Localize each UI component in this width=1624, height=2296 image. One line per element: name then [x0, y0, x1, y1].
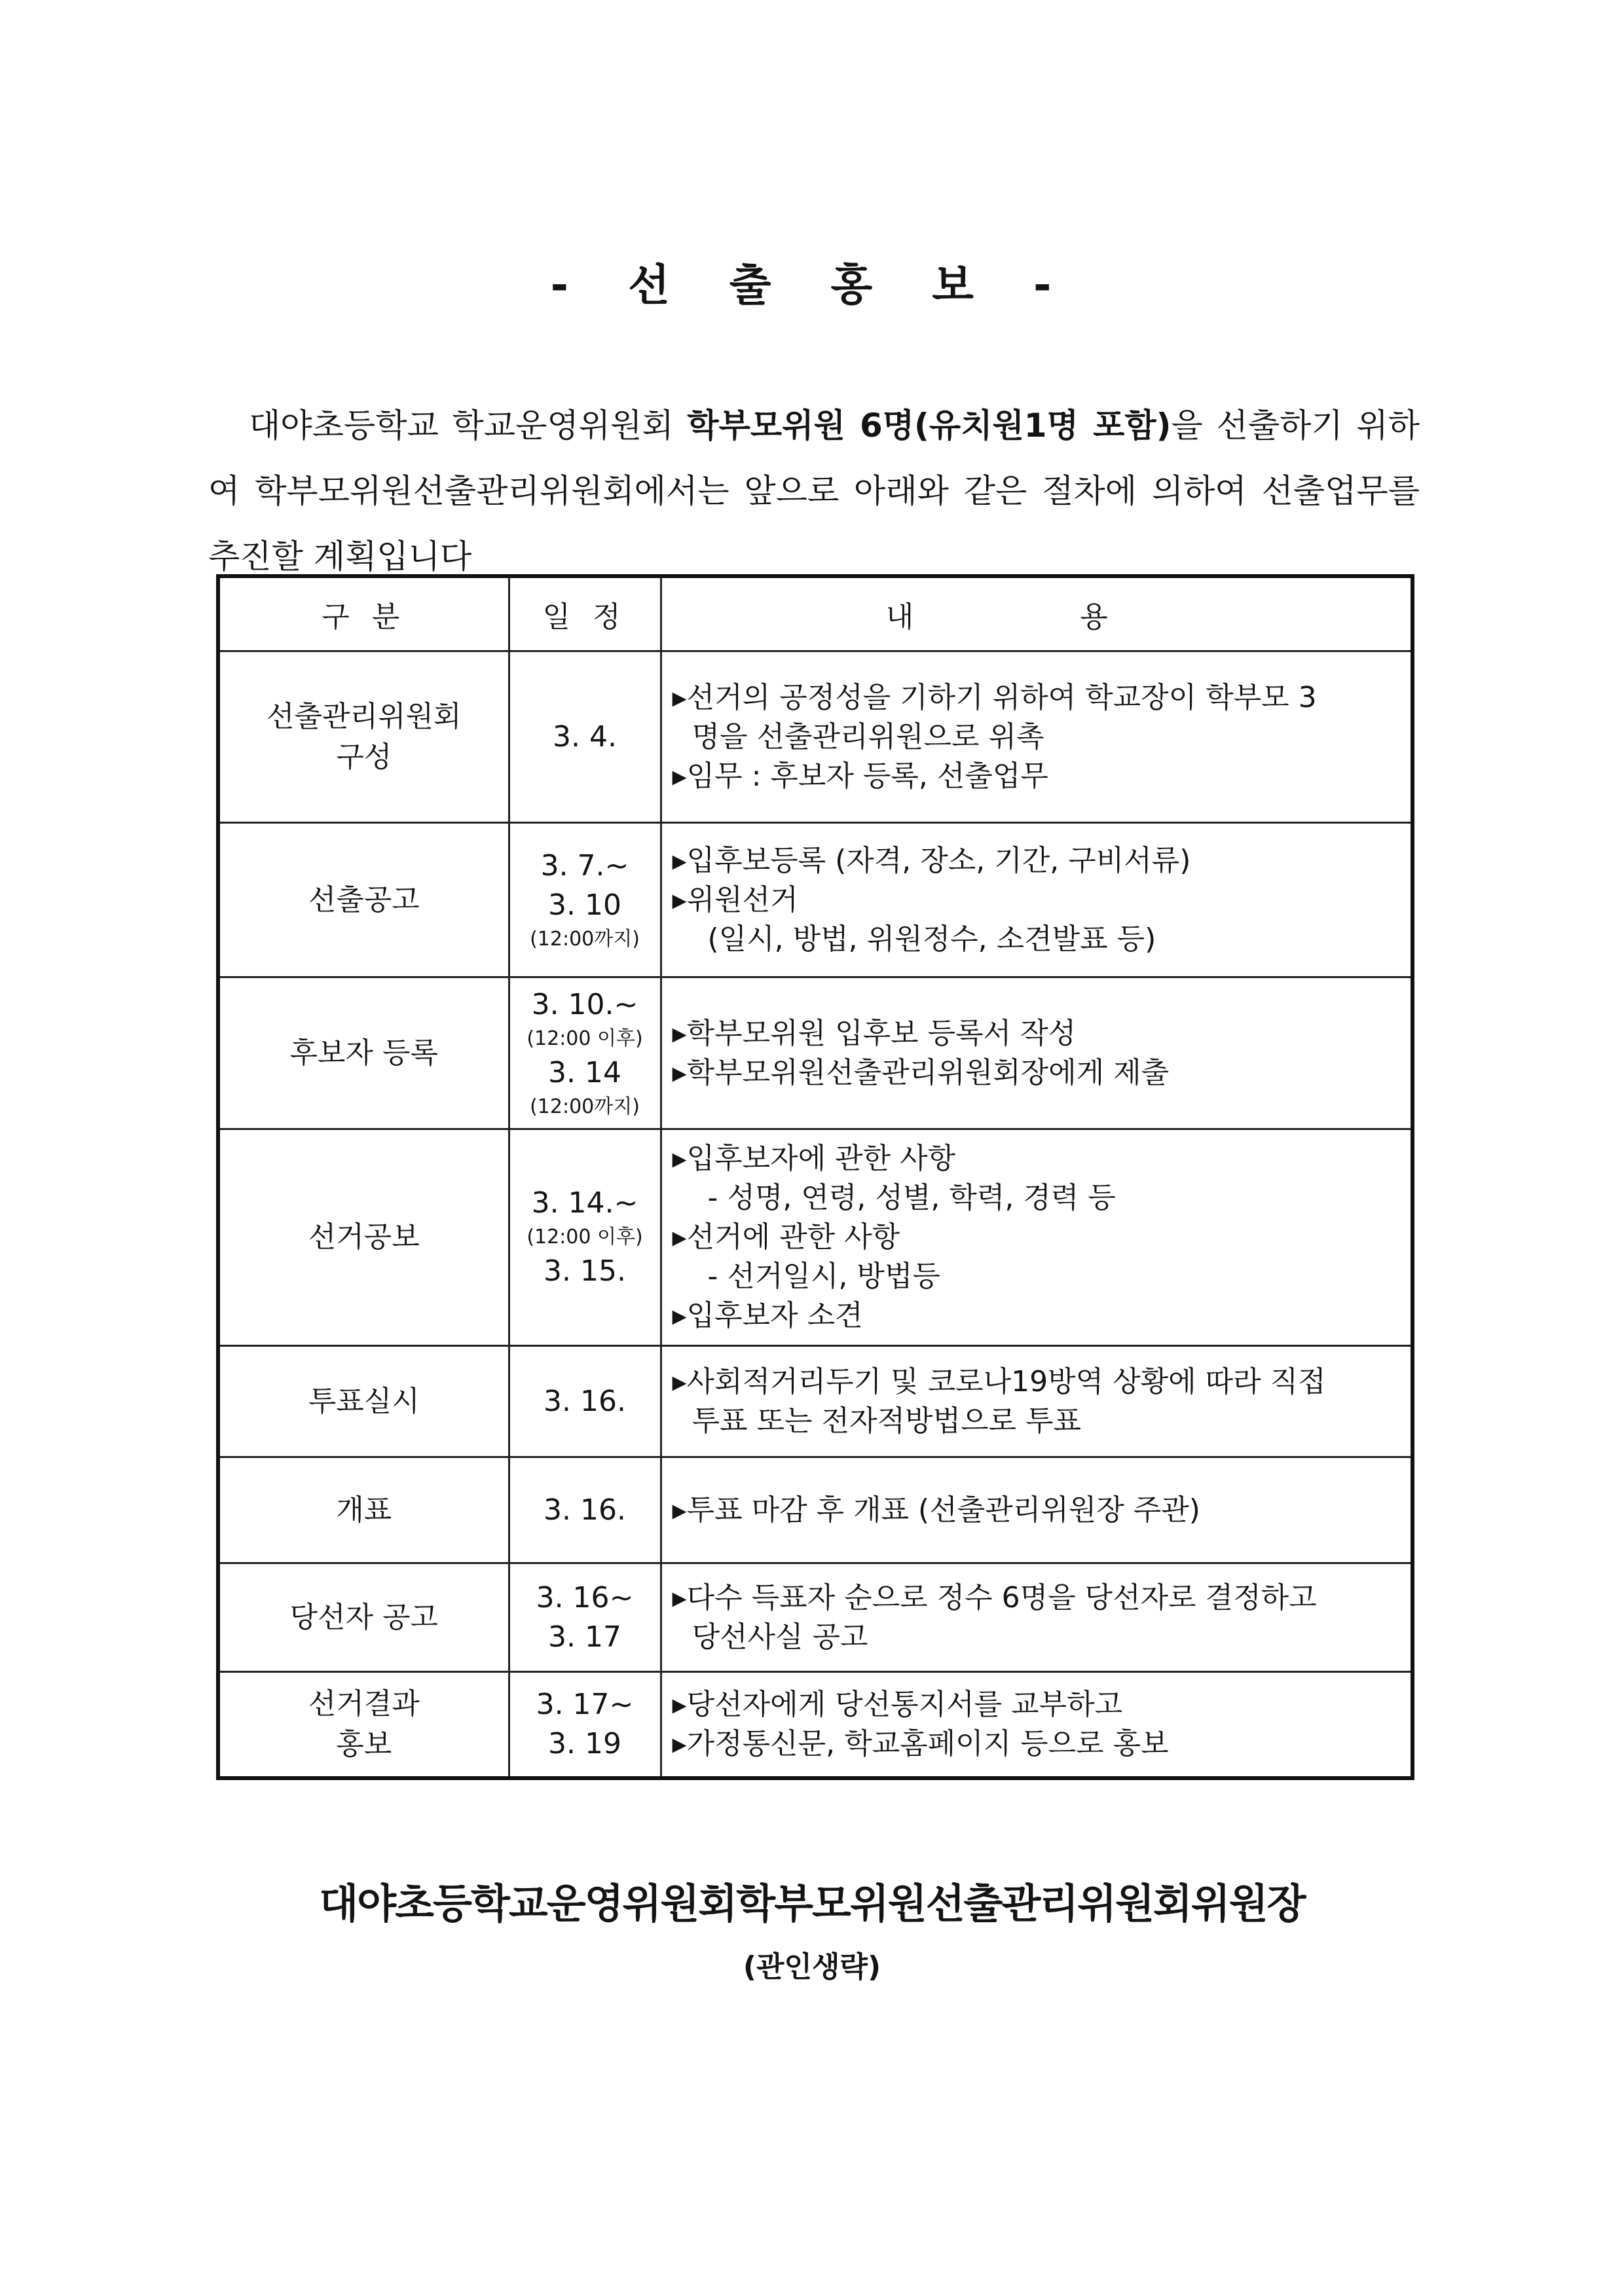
row-category — [218, 977, 509, 1129]
category-line: 선출공고 — [308, 883, 420, 917]
row-category — [218, 1129, 509, 1346]
row-category — [218, 1457, 509, 1563]
content-line: - 성명, 연령, 성별, 학력, 경력 등 — [707, 1181, 1116, 1214]
date-line: 3. 16. — [544, 1493, 626, 1527]
category-line: 선출관리위원회 — [266, 699, 462, 733]
row-date — [509, 823, 661, 977]
content-line: ▸입후보등록 (자격, 장소, 기간, 구비서류) — [672, 843, 1191, 877]
row-date — [509, 977, 661, 1129]
date-time-note: (12:00 이후) — [526, 1027, 643, 1050]
date-line: 3. 14 — [548, 1055, 621, 1089]
row-content — [661, 1346, 1412, 1457]
row-category — [218, 1672, 509, 1778]
content-line: ▸다수 득표자 순으로 정수 6명을 당선자로 결정하고 — [672, 1580, 1317, 1614]
table-row — [218, 977, 1412, 1129]
row-content — [661, 1457, 1412, 1563]
date-line: 3. 7.~ — [540, 848, 629, 883]
row-content — [661, 1129, 1412, 1346]
row-date — [509, 1672, 661, 1778]
content-line: ▸당선자에게 당선통지서를 교부하고 — [672, 1687, 1123, 1721]
date-time-note: (12:00 이후) — [526, 1226, 643, 1248]
header-content: 내 용 — [661, 576, 1412, 651]
date-line: 3. 17 — [548, 1620, 621, 1654]
row-content — [661, 823, 1412, 977]
row-category — [218, 651, 509, 823]
content-line: ▸학부모위원선출관리위원회장에게 제출 — [672, 1055, 1170, 1089]
content-line: ▸사회적거리두기 및 코로나19방역 상황에 따라 직접 — [672, 1364, 1326, 1398]
header-category: 구 분 — [218, 576, 509, 651]
date-line: 3. 14.~ — [531, 1186, 638, 1220]
content-line: ▸학부모위원 입후보 등록서 작성 — [672, 1016, 1077, 1050]
date-line: 3. 19 — [548, 1726, 621, 1760]
seal-note: (관인생략) — [743, 1950, 881, 1984]
content-line: (일시, 방법, 위원정수, 소견발표 등) — [707, 922, 1156, 956]
header-date: 일 정 — [509, 576, 661, 651]
intro-text-start: 대야초등학교 학교운영위원회 — [249, 407, 688, 445]
category-line: 선거결과 — [308, 1686, 420, 1721]
category-line: 투표실시 — [308, 1384, 420, 1418]
table-header-row — [218, 576, 1412, 651]
category-line: 구성 — [336, 740, 392, 774]
row-date — [509, 1563, 661, 1672]
table-row — [218, 1129, 1412, 1346]
table-row — [218, 651, 1412, 823]
table-row — [218, 1563, 1412, 1672]
content-line: ▸위원선거 — [672, 883, 798, 917]
intro-paragraph — [208, 393, 1420, 589]
row-content — [661, 977, 1412, 1129]
content-line: ▸입후보자에 관한 사항 — [672, 1142, 956, 1175]
intro-text-end: 을 선출하기 위하여 학부모위원선출관리위원회에서는 앞으로 아래와 같은 절차에 의하여 선출업무를 추진할 계획입니다 — [208, 407, 1420, 575]
row-content — [661, 1563, 1412, 1672]
content-line: 당선사실 공고 — [692, 1620, 868, 1654]
content-line: ▸임무 : 후보자 등록, 선출업무 — [672, 759, 1048, 793]
row-date — [509, 1457, 661, 1563]
category-line: 후보자 등록 — [289, 1036, 438, 1070]
date-line: 3. 16~ — [536, 1580, 634, 1614]
content-line: 투표 또는 전자적방법으로 투표 — [692, 1404, 1082, 1438]
row-category — [218, 1563, 509, 1672]
content-line: ▸가정통신문, 학교홈페이지 등으로 홍보 — [672, 1726, 1169, 1760]
row-content — [661, 651, 1412, 823]
table-row — [218, 1346, 1412, 1457]
row-date — [509, 1346, 661, 1457]
table-row — [218, 823, 1412, 977]
table-row — [218, 1672, 1412, 1778]
content-line: ▸입후보자 소견 — [672, 1299, 863, 1332]
content-line: 명을 선출관리위원으로 위촉 — [692, 720, 1044, 754]
row-date — [509, 1129, 661, 1346]
content-line: ▸선거에 관한 사항 — [672, 1220, 900, 1254]
date-time-note: (12:00까지) — [530, 927, 640, 951]
date-line: 3. 10.~ — [531, 987, 638, 1021]
document-title: - 선 출 홍 보 - — [550, 260, 1074, 310]
content-line: ▸투표 마감 후 개표 (선출관리위원장 주관) — [672, 1493, 1200, 1527]
category-line: 홍보 — [336, 1727, 392, 1761]
category-line: 당선자 공고 — [289, 1600, 438, 1634]
date-line: 3. 4. — [553, 720, 617, 754]
row-category — [218, 1346, 509, 1457]
date-line: 3. 17~ — [536, 1687, 634, 1721]
content-line: - 선거일시, 방법등 — [707, 1260, 940, 1293]
intro-text-emphasis: 학부모위원 6명(유치원1명 포함) — [687, 407, 1172, 445]
schedule-body — [218, 651, 1412, 1778]
row-date — [509, 651, 661, 823]
schedule-table — [216, 574, 1414, 1780]
row-category — [218, 823, 509, 977]
date-line: 3. 15. — [544, 1254, 626, 1288]
date-time-note: (12:00까지) — [530, 1095, 640, 1118]
category-line: 선거공보 — [308, 1220, 420, 1254]
date-line: 3. 16. — [544, 1384, 626, 1418]
date-line: 3. 10 — [548, 888, 621, 922]
table-row — [218, 1457, 1412, 1563]
category-line: 개표 — [336, 1493, 392, 1527]
issuer-name: 대야초등학교운영위원회학부모위원선출관리위원회위원장 — [319, 1880, 1305, 1927]
row-content — [661, 1672, 1412, 1778]
content-line: ▸선거의 공정성을 기하기 위하여 학교장이 학부모 3 — [672, 680, 1317, 714]
